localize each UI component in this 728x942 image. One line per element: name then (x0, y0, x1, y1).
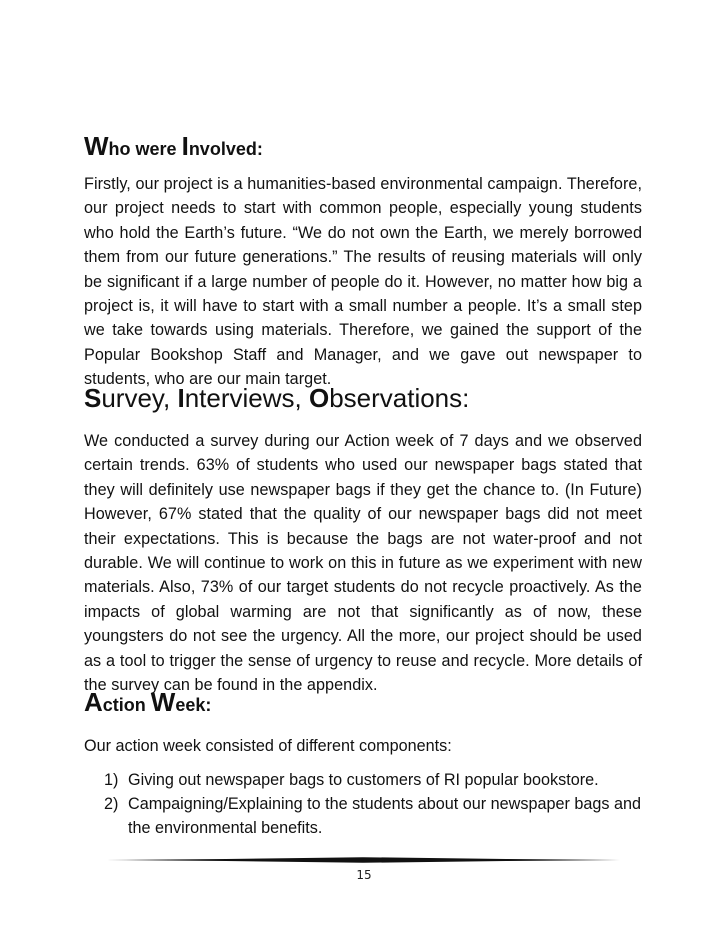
heading-action-week (84, 687, 211, 718)
paragraph-survey: We conducted a survey during our Action week of 7 days and we observed certain trends. 63% of students who used our newspaper bags stated that they will definitely use newspaper bags if they get the chance to. (In Future) However, 67% stated that the quality of our newspaper bags did not meet their expectations. This is because the bags are not water-proof and not durable. We will continue to work on this in future as we experiment with new materials. Also, 73% of our target students do not recycle proactively. As the impacts of global warming are not that significantly as of now, these youngsters do not see the urgency. All the more, our project should be used as a tool to trigger the sense of urgency to reuse and recycle. More details of the survey can be found in the appendix. (84, 432, 642, 695)
heading-text: ho were (108, 139, 182, 159)
action-week-list (104, 768, 644, 840)
heading-text: nvolved: (188, 139, 263, 159)
action-week-intro: Our action week consisted of different components: (84, 737, 452, 755)
heading-text: ction (102, 695, 151, 715)
heading-initial: I (181, 131, 189, 161)
heading-text: eek: (175, 695, 212, 715)
heading-initial: I (177, 383, 185, 413)
page-number: 15 (356, 868, 372, 882)
heading-initial: S (84, 383, 102, 413)
list-item-number: 1) (104, 771, 119, 789)
heading-text: urvey, (101, 383, 178, 413)
heading-text: nterviews, (184, 383, 309, 413)
heading-initial: A (84, 687, 103, 717)
paragraph-involved: Firstly, our project is a humanities-based environmental campaign. Therefore, our project needs to start with common people, especially young students who hold the Earth’s future. “We do not own the Earth, we merely borrowed them from our future generations.” The results of reusing materials will only be significant if a large number of people do it. However, no matter how big a project is, it will have to start with a small number a people. It’s a small step we take towards using materials. Therefore, we gained the support of the Popular Bookshop Staff and Manager, and we gave out newspaper to students, who are our main target. (84, 175, 642, 389)
heading-initial: W (84, 131, 109, 161)
footer-divider-rule (106, 856, 620, 864)
heading-initial: O (308, 383, 330, 413)
heading-initial: W (150, 687, 176, 717)
heading-who-were-involved (84, 131, 263, 162)
list-item-text: Giving out newspaper bags to customers of RI popular bookstore. (128, 771, 599, 789)
list-item (104, 768, 644, 792)
heading-text: bservations: (329, 383, 470, 413)
heading-survey-interviews-observations (84, 383, 469, 414)
list-item (104, 792, 644, 840)
list-item-text: Campaigning/Explaining to the students about our newspaper bags and the environmental benefits. (128, 795, 641, 837)
list-item-number: 2) (104, 795, 119, 813)
